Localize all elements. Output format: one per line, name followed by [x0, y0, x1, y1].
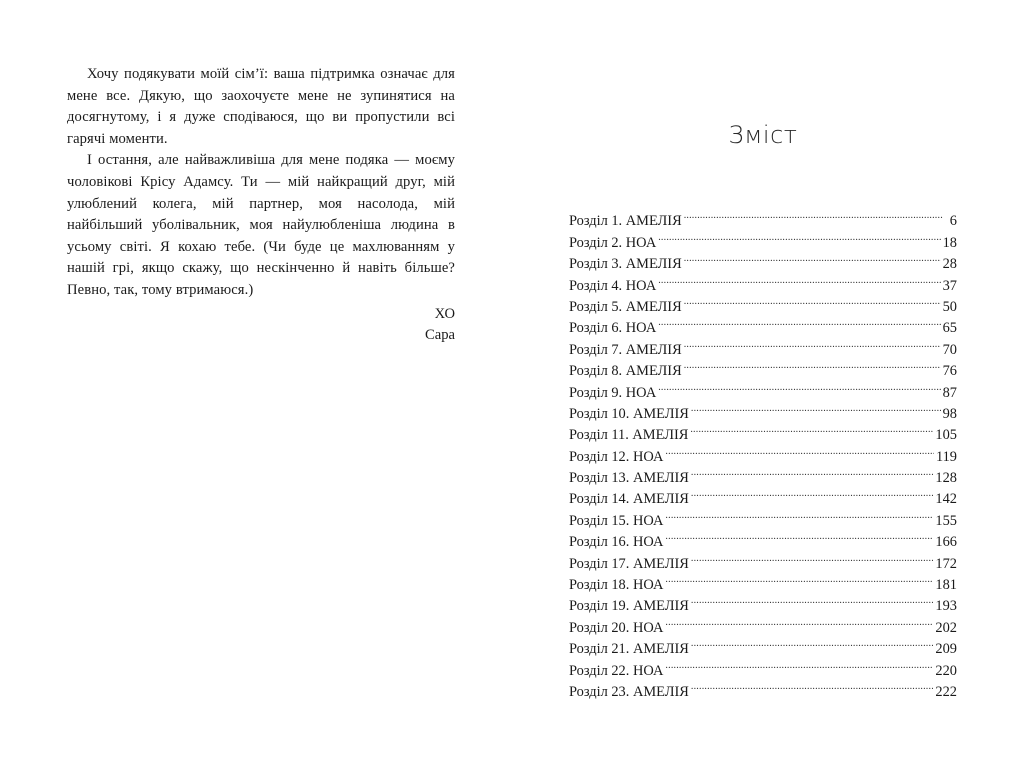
toc-leader-dots	[658, 311, 940, 332]
toc-entry-page-number: 87	[942, 384, 957, 401]
toc-leader-dots	[691, 482, 934, 503]
toc-leader-dots	[684, 247, 941, 268]
toc-entry-page-number: 142	[935, 491, 957, 508]
toc-entry-label: Розділ 1. АМЕЛІЯ	[569, 213, 682, 230]
toc-leader-dots	[665, 653, 933, 674]
toc-entry-label: Розділ 8. АМЕЛІЯ	[569, 363, 682, 380]
toc-entry-label: Розділ 4. НОА	[569, 277, 657, 294]
toc-leader-dots	[658, 225, 940, 246]
toc-entry-page-number: 18	[942, 234, 957, 251]
toc-entry-page-number: 155	[935, 512, 957, 529]
toc-entry-label: Розділ 21. АМЕЛІЯ	[569, 641, 689, 658]
toc-entry-page-number: 222	[935, 683, 957, 700]
toc-entry-page-number: 181	[935, 577, 957, 594]
toc-leader-dots	[665, 439, 934, 460]
toc-entry-label: Розділ 11. АМЕЛІЯ	[569, 427, 689, 444]
toc-leader-dots	[684, 332, 941, 353]
toc-leader-dots	[690, 418, 933, 439]
toc-entry-label: Розділ 9. НОА	[569, 384, 657, 401]
toc-entry-page-number: 128	[935, 470, 957, 487]
toc-entry-page-number: 220	[935, 662, 957, 679]
signature	[67, 304, 455, 347]
toc-entry-label: Розділ 18. НОА	[569, 577, 664, 594]
toc-leader-dots	[691, 589, 934, 610]
signature-hugs-kisses: ХО	[434, 305, 455, 322]
acknowledgement-paragraph: Хочу подякувати моїй сім’ї: ваша підтримка означає для мене все. Дякую, що заохочуєте мене не зупинятися на досягнутому, і я дуже сподіваюся, що ви пропустили всі гарячі моменти.	[67, 66, 455, 147]
toc-entry-label: Розділ 12. НОА	[569, 448, 664, 465]
toc-leader-dots	[665, 610, 933, 631]
toc-entry-label: Розділ 5. АМЕЛІЯ	[569, 298, 682, 315]
toc-entry-page-number: 37	[942, 277, 957, 294]
toc-entry-page-number: 50	[942, 298, 957, 315]
toc-leader-dots	[691, 675, 934, 696]
toc-leader-dots	[691, 397, 941, 418]
toc-entry-label: Розділ 17. АМЕЛІЯ	[569, 555, 689, 572]
toc-entry-page-number: 76	[942, 363, 957, 380]
toc-entry-page-number: 65	[942, 320, 957, 337]
toc-leader-dots	[665, 568, 933, 589]
toc-leader-dots	[684, 354, 941, 375]
toc-entry-page-number: 6	[949, 213, 957, 230]
toc-entry-page-number: 70	[942, 341, 957, 358]
toc-entry-page-number: 166	[935, 534, 957, 551]
toc-entry-label: Розділ 13. АМЕЛІЯ	[569, 470, 689, 487]
toc-entry-label: Розділ 16. НОА	[569, 534, 664, 551]
toc-entry-label: Розділ 6. НОА	[569, 320, 657, 337]
toc-list	[569, 204, 957, 700]
toc-leader-dots	[665, 503, 933, 524]
toc-entry-label: Розділ 19. АМЕЛІЯ	[569, 598, 689, 615]
toc-entry-page-number: 193	[935, 598, 957, 615]
toc-entry-label: Розділ 10. АМЕЛІЯ	[569, 405, 689, 422]
toc-entry-page-number: 202	[935, 619, 957, 636]
toc-entry-page-number: 119	[935, 448, 957, 465]
toc-entry-label: Розділ 20. НОА	[569, 619, 664, 636]
toc-entry-page-number: 98	[942, 405, 957, 422]
toc-leader-dots	[684, 290, 941, 311]
toc-leader-dots	[658, 268, 940, 289]
toc-entry-page-number: 28	[942, 256, 957, 273]
toc-leader-dots	[691, 546, 934, 567]
table-of-contents-page	[569, 118, 957, 700]
toc-entry-page-number: 172	[935, 555, 957, 572]
toc-entry-label: Розділ 23. АМЕЛІЯ	[569, 683, 689, 700]
toc-leader-dots	[684, 204, 943, 225]
toc-entry[interactable]	[569, 204, 957, 230]
toc-entry-label: Розділ 3. АМЕЛІЯ	[569, 256, 682, 273]
acknowledgement-paragraph: І остання, але найважливіша для мене подяка — моєму чоловікові Крісу Адамсу. Ти — мій найкращий друг, мій улюблений колега, мій партнер, моя насолода, мій найбільший уболівальник, моя найулюбленіша людина в усьому світі. Я кохаю тебе. (Чи буде це махлюванням у нашій грі, якщо скажу, що нескінченно й навіть більше? Певно, так, тому втримаюся.)	[67, 152, 455, 298]
toc-leader-dots	[665, 525, 933, 546]
toc-entry-label: Розділ 7. АМЕЛІЯ	[569, 341, 682, 358]
toc-leader-dots	[691, 461, 934, 482]
toc-entry-label: Розділ 2. НОА	[569, 234, 657, 251]
toc-leader-dots	[691, 632, 934, 653]
toc-entry-page-number: 105	[935, 427, 957, 444]
toc-title: Зміст	[728, 121, 798, 149]
acknowledgements-page	[67, 64, 455, 347]
signature-name: Сара	[425, 327, 455, 344]
toc-entry-label: Розділ 22. НОА	[569, 662, 664, 679]
toc-entry-label: Розділ 14. АМЕЛІЯ	[569, 491, 689, 508]
toc-leader-dots	[658, 375, 940, 396]
toc-entry-page-number: 209	[935, 641, 957, 658]
toc-entry-label: Розділ 15. НОА	[569, 512, 664, 529]
